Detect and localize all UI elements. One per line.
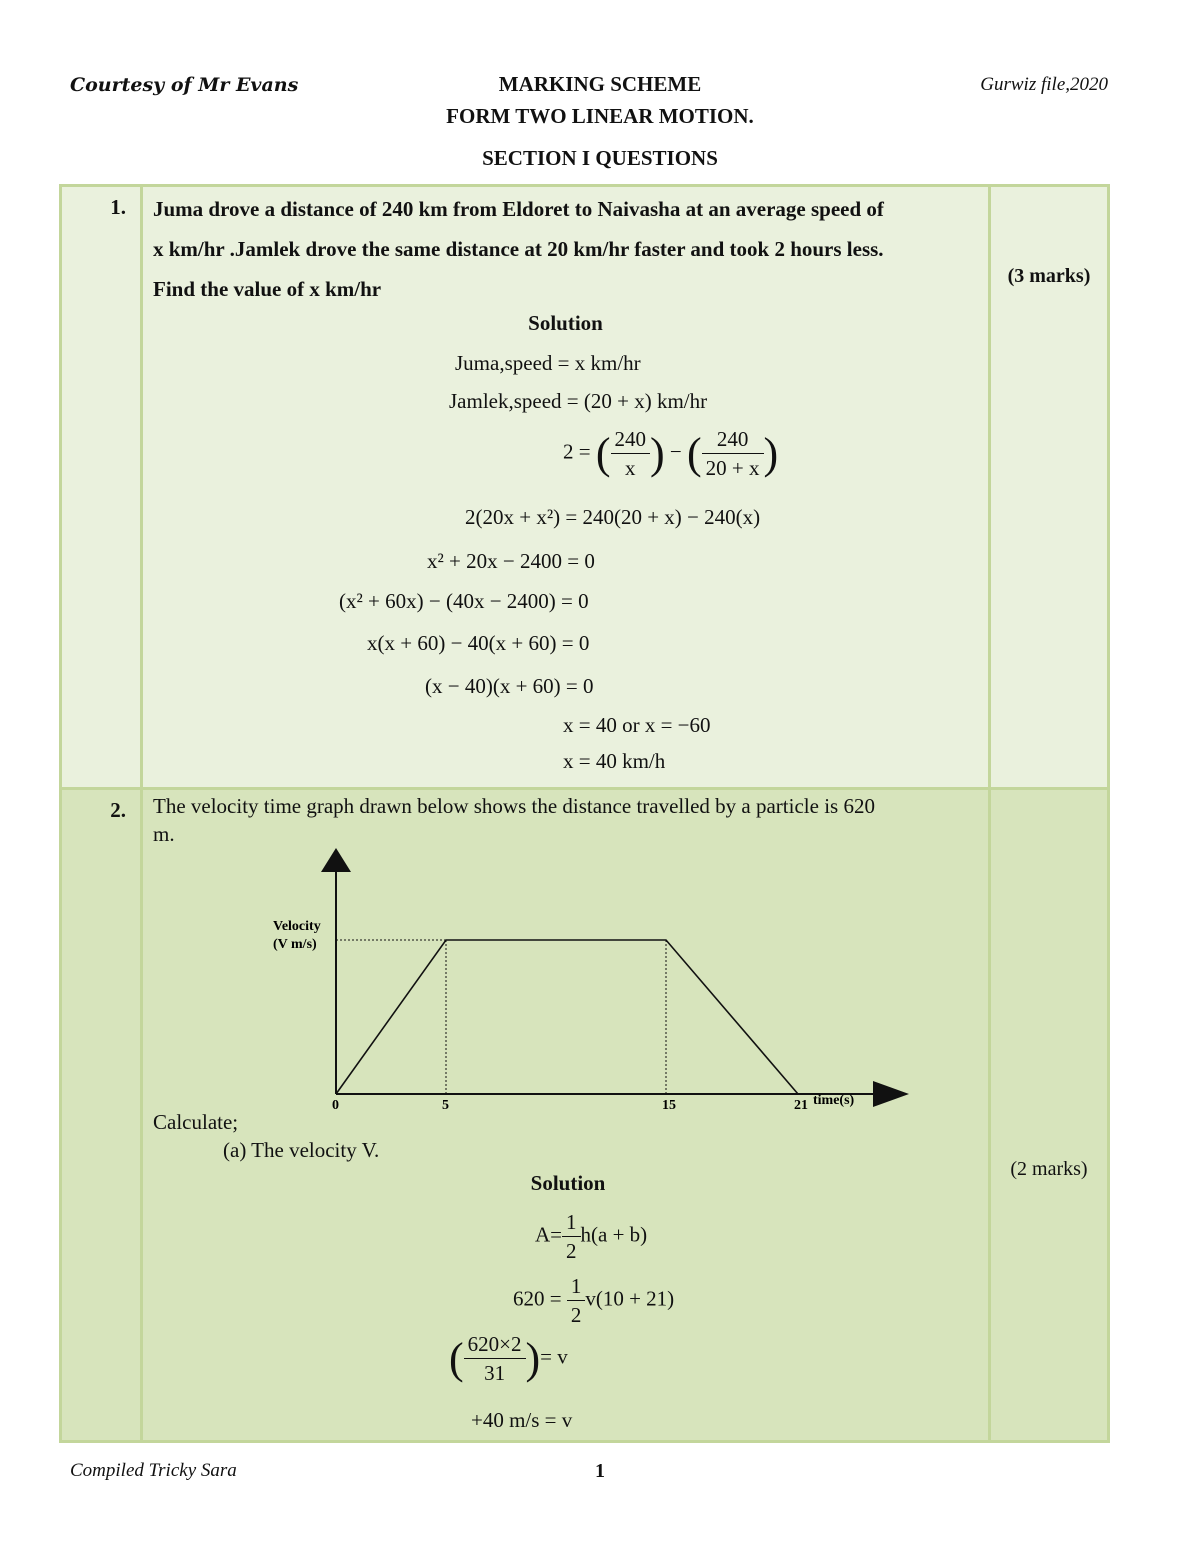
paren-open: (: [595, 429, 611, 478]
x-tick-label: 15: [662, 1098, 676, 1113]
page-subtitle: FORM TWO LINEAR MOTION.: [446, 104, 754, 128]
numerator: 240: [702, 425, 764, 454]
solution-step-substitution: [513, 1272, 674, 1329]
marks-cell: [990, 186, 1109, 789]
questions-table: [59, 184, 1110, 1443]
y-axis-label: (V m/s): [273, 937, 317, 952]
equation-lhs: 2 =: [563, 439, 591, 464]
solution-step-area: [535, 1208, 647, 1265]
question-text-line: x km/hr .Jamlek drove the same distance at 20 km/hr faster and took 2 hours less.: [153, 237, 884, 261]
question-text-line: The velocity time graph drawn below shows the distance travelled by a particle is 620: [153, 794, 875, 818]
x-tick-label: 5: [442, 1098, 449, 1113]
marks-label: (3 marks): [1007, 265, 1091, 287]
question-number: 1.: [110, 195, 126, 219]
solution-label: Solution: [528, 311, 603, 335]
denominator: x: [625, 456, 636, 480]
solution-step: x² + 20x − 2400 = 0: [427, 549, 595, 573]
paren-close: ): [650, 429, 665, 478]
numerator: 620×2: [464, 1330, 526, 1359]
fraction: [567, 1272, 586, 1329]
question-content-cell: [142, 789, 990, 1442]
paren-close: ): [763, 429, 779, 478]
solution-step-result: +40 m/s = v: [471, 1408, 573, 1432]
solution-step: x = 40 km/h: [563, 749, 666, 773]
header-courtesy: Courtesy of Mr Evans: [70, 74, 299, 96]
question-number-cell: [61, 186, 142, 789]
marks-label: (2 marks): [1010, 1158, 1088, 1180]
paren-open: (: [687, 429, 702, 478]
fraction: [702, 425, 764, 482]
denominator: 20 + x: [705, 456, 760, 480]
numerator: 1: [567, 1272, 586, 1301]
solution-step: Jamlek,speed = (20 + x) km/hr: [449, 389, 708, 413]
x-axis-label: time(s): [813, 1093, 855, 1108]
question-text: [143, 187, 988, 309]
numerator: 1: [562, 1208, 581, 1237]
denominator: 2: [570, 1303, 582, 1327]
question-text: [143, 790, 988, 848]
question-row-1: [61, 186, 1109, 789]
fraction: [562, 1208, 581, 1265]
part-a-label: (a) The velocity V.: [223, 1138, 380, 1162]
paren-open: (: [449, 1334, 464, 1383]
question-content-cell: [142, 186, 990, 789]
solution-step: x = 40 or x = −60: [563, 713, 711, 737]
question-row-2: [61, 789, 1109, 1442]
y-axis-label: Velocity: [273, 919, 321, 934]
paren-close: ): [525, 1334, 541, 1383]
solution-step-fraction: [563, 425, 778, 482]
velocity-time-graph: [243, 844, 923, 1114]
fraction: [611, 425, 651, 482]
question-number-cell: [61, 789, 142, 1442]
question-number: 2.: [110, 798, 126, 822]
y-axis-arrow: [321, 848, 351, 872]
equation-rhs: h(a + b): [580, 1222, 648, 1247]
marks-cell: [990, 789, 1109, 1442]
denominator: 2: [566, 1239, 577, 1263]
question-text-line: Find the value of x km/hr: [153, 277, 382, 301]
solution-step-rearrange: [449, 1330, 568, 1387]
fraction: [464, 1330, 526, 1387]
footer-compiled: Compiled Tricky Sara: [70, 1460, 237, 1481]
solution-step: Juma,speed = x km/hr: [455, 351, 641, 375]
solution-step: x(x + 60) − 40(x + 60) = 0: [367, 631, 590, 655]
solution-step: 2(20x + x²) = 240(20 + x) − 240(x): [465, 505, 761, 529]
x-tick-label: 21: [794, 1098, 808, 1113]
equation-lhs: A=: [535, 1222, 563, 1247]
solution-step: (x − 40)(x + 60) = 0: [425, 674, 594, 698]
x-tick-label: 0: [332, 1098, 339, 1113]
page-title: MARKING SCHEME: [498, 72, 702, 96]
calculate-label: Calculate;: [153, 1110, 239, 1134]
graph-marks: [332, 940, 808, 1113]
page-number: 1: [595, 1460, 605, 1482]
equation-rhs: v(10 + 21): [585, 1286, 675, 1311]
section-title: SECTION I QUESTIONS: [482, 146, 718, 170]
header-file: Gurwiz file,2020: [980, 74, 1108, 95]
question-text-line: m.: [153, 822, 175, 846]
minus-sign: −: [669, 439, 682, 464]
equation-lhs: 620 =: [513, 1286, 562, 1311]
velocity-series-line: [336, 940, 798, 1094]
equation-rhs: = v: [540, 1344, 568, 1369]
question-text-line: Juma drove a distance of 240 km from Eldoret to Naivasha at an average speed of: [153, 197, 884, 221]
x-axis-arrow: [873, 1081, 909, 1107]
denominator: 31: [484, 1361, 506, 1385]
solution-step: (x² + 60x) − (40x − 2400) = 0: [339, 589, 589, 613]
numerator: 240: [611, 425, 651, 454]
solution-label: Solution: [530, 1171, 606, 1195]
